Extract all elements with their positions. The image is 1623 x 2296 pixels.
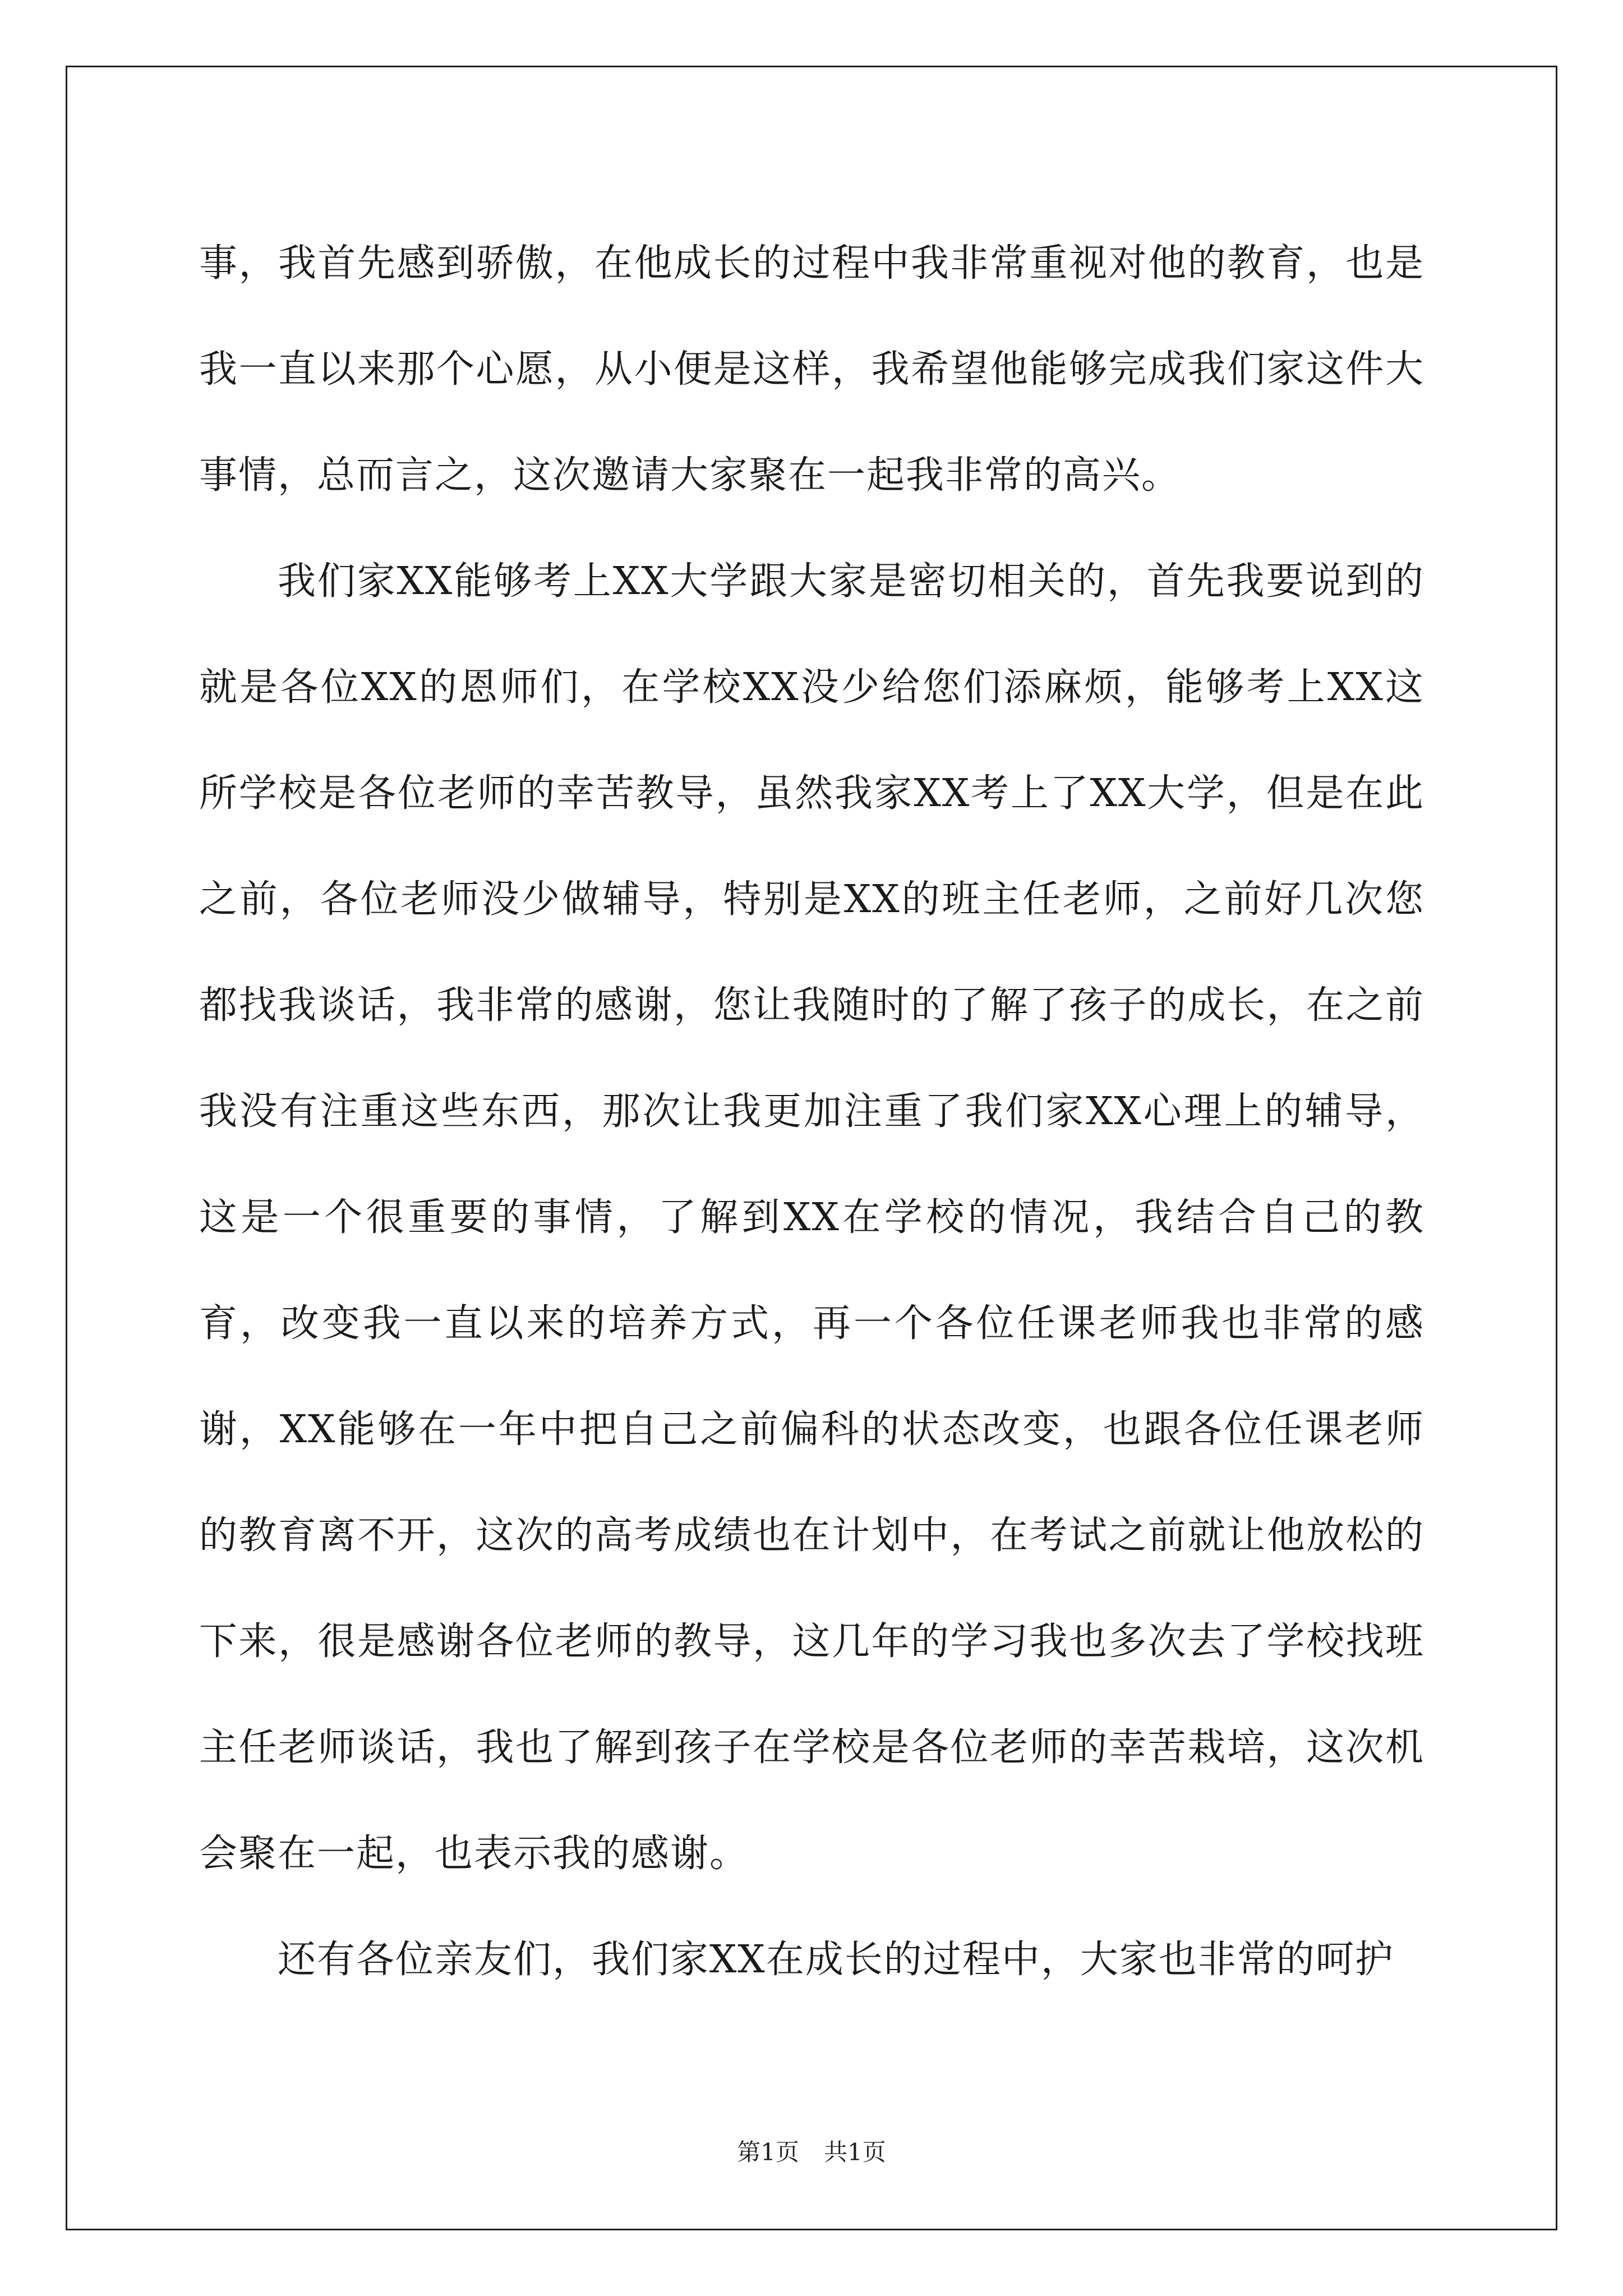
page-footer (0, 2138, 1623, 2166)
paragraph-teachers: 我们家XX能够考上XX大学跟大家是密切相关的，首先我要说到的就是各位XX的恩师们，在学校XX没少给您们添麻烦，能够考上XX这所学校是各位老师的幸苦教导，虽然我家XX考上了XX大学，但是在此之前，各位老师没少做辅导，特别是XX的班主任老师，之前好几次您都找我谈话，我非常的感谢，您让我随时的了解了孩子的成长，在之前我没有注重这些东西，那次让我更加注重了我们家XX心理上的辅导，这是一个很重要的事情，了解到XX在学校的情况，我结合自己的教育，改变我一直以来的培养方式，再一个各位任课老师我也非常的感谢，XX能够在一年中把自己之前偏科的状态改变，也跟各位任课老师的教育离不开，这次的高考成绩也在计划中，在考试之前就让他放松的下来，很是感谢各位老师的教导，这几年的学习我也多次去了学校找班主任老师谈话，我也了解到孩子在学校是各位老师的幸苦栽培，这次机会聚在一起，也表示我的感谢。 (199, 559, 1424, 1876)
page-count: 共1页 (824, 2138, 886, 2166)
paragraph-continuation: 事，我首先感到骄傲，在他成长的过程中我非常重视对他的教育，也是我一直以来那个心愿，从小便是这样，我希望他能够完成我们家这件大事情，总而言之，这次邀请大家聚在一起我非常的高兴。 (199, 241, 1424, 498)
document-body (199, 210, 1424, 2013)
page-number: 第1页 (737, 2138, 799, 2166)
paragraph-relatives: 还有各位亲友们，我们家XX在成长的过程中，大家也非常的呵护 (278, 1938, 1394, 1982)
